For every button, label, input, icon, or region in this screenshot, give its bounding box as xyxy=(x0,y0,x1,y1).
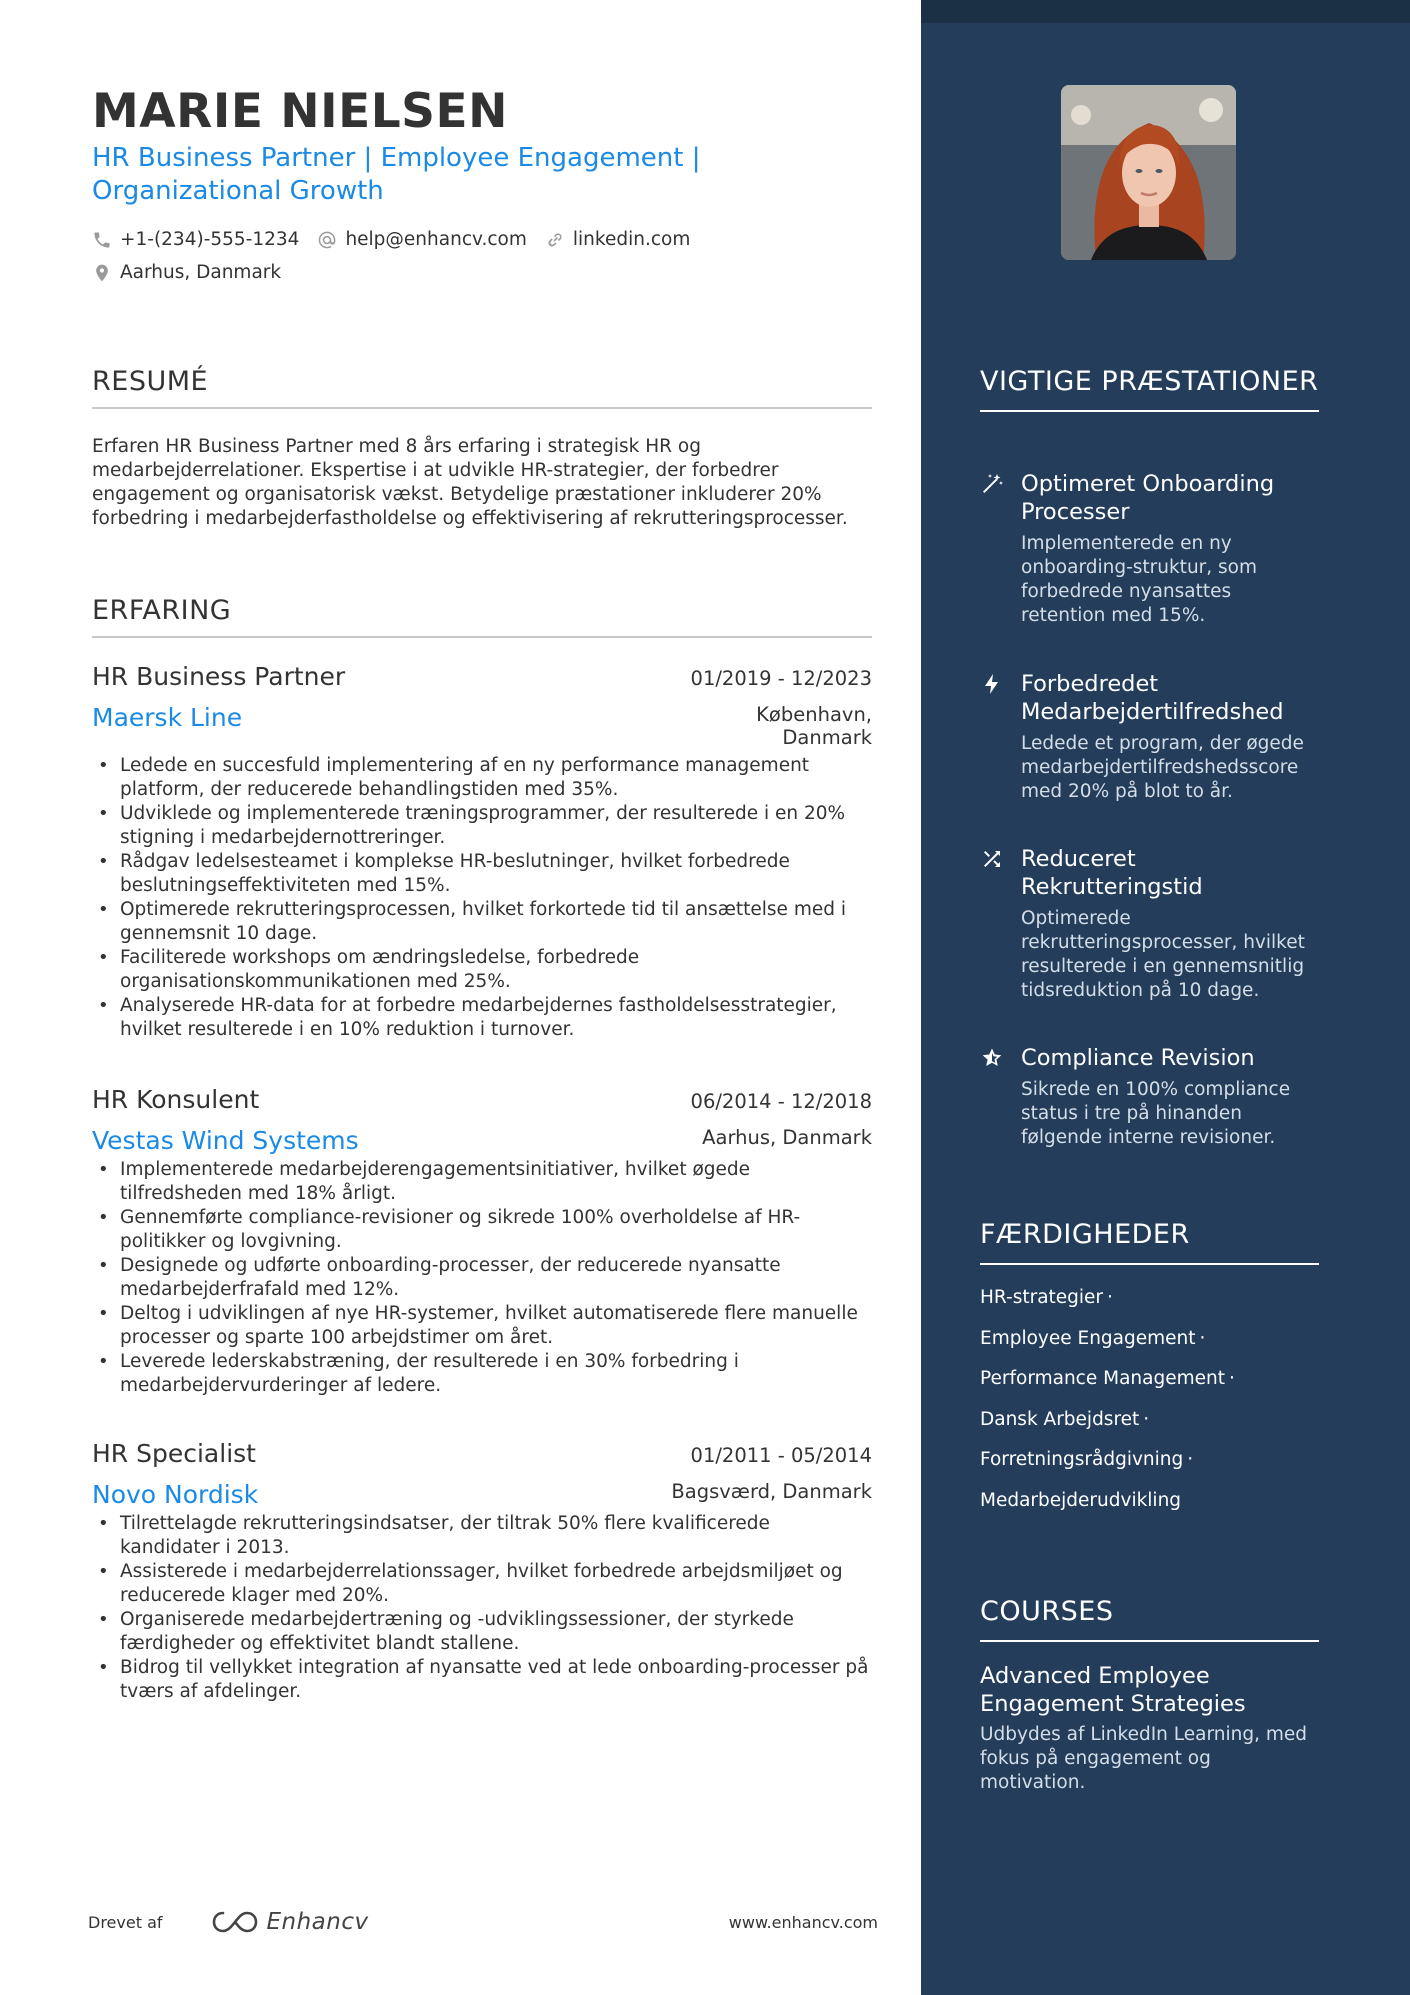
map-pin-icon xyxy=(92,263,112,283)
bullet-item: • Deltog i udviklingen af nye HR-systemer, hvilket automatiserede flere manuelle processer og sparte 100 arbejdstimer om året. xyxy=(92,1302,872,1350)
bullet-item: • Designede og udførte onboarding-processer, der reducerede nyansatte medarbejderfrafald med 12%. xyxy=(92,1254,872,1302)
achievement-title: Forbedredet Medarbejdertilfredshed xyxy=(1021,671,1284,725)
brand-logo[interactable] xyxy=(211,1909,369,1935)
job-location: Aarhus, Danmark xyxy=(702,1126,872,1149)
powered-by-label: Drevet af xyxy=(88,1912,163,1932)
job-dates: 01/2019 - 12/2023 xyxy=(690,667,872,690)
bullet-item: • Assisterede i medarbejderrelationssager, hvilket forbedrede arbejdsmiljøet og reducerede klager med 20%. xyxy=(92,1560,872,1608)
summary-text: Erfaren HR Business Partner med 8 års erfaring i strategisk HR og medarbejderrelationer. Ekspertise i at udvikle HR-strategier, der forbedrer engagement og organisatorisk vækst. Betydelige præstationer inkluderer 20% forbedring i medarbejderfastholdelse og effektivisering af rekrutteringsprocesser. xyxy=(92,436,848,529)
skill-item xyxy=(980,1408,1319,1432)
job-title: HR Business Partner xyxy=(92,662,346,691)
skills-section-title: FÆRDIGHEDER xyxy=(980,1217,1319,1265)
job-bullets xyxy=(92,754,872,1042)
achievement-title: Reduceret Rekrutteringstid xyxy=(1021,846,1203,900)
summary-section-title: RESUMÉ xyxy=(92,366,872,409)
skill-label: Dansk Arbejdsret xyxy=(980,1408,1140,1430)
job-bullets xyxy=(92,1512,872,1704)
job-location: Bagsværd, Danmark xyxy=(671,1480,872,1503)
courses-section-title: COURSES xyxy=(980,1594,1319,1642)
achievement-item xyxy=(980,1044,1319,1150)
bullet-item: • Optimerede rekrutteringsprocessen, hvilket forkortede tid til ansættelse med i gennemsnit 10 dage. xyxy=(92,898,872,946)
skill-item xyxy=(980,1286,1319,1310)
job-dates: 01/2011 - 05/2014 xyxy=(690,1444,872,1467)
phone-text: +1-(234)-555-1234 xyxy=(120,229,300,250)
skill-separator: · xyxy=(1107,1287,1113,1308)
star-icon xyxy=(980,1046,1006,1072)
skill-label: Medarbejderudvikling xyxy=(980,1489,1182,1511)
job-entry xyxy=(92,662,872,1042)
contact-row-2 xyxy=(92,262,299,283)
bullet-item: • Tilrettelagde rekrutteringsindsatser, der tiltrak 50% flere kvalificerede kandidater i 2013. xyxy=(92,1512,872,1560)
skills-list xyxy=(980,1286,1319,1529)
skill-label: HR-strategier xyxy=(980,1287,1104,1308)
achievement-desc: Implementerede en ny onboarding-struktur, som forbedrede nyansattes retention med 15%. xyxy=(1021,533,1258,626)
at-sign-icon xyxy=(317,230,337,250)
skill-separator: · xyxy=(1228,1368,1235,1389)
lightning-bolt-icon xyxy=(980,672,1006,698)
bullet-item: • Organiserede medarbejdertræning og -udviklingssessioner, der styrkede færdigheder og effektivitet blandt stallene. xyxy=(92,1608,872,1656)
job-location: København, Danmark xyxy=(756,703,872,749)
bullet-item: • Bidrog til vellykket integration af nyansatte ved at lede onboarding-processer på tværs af afdelinger. xyxy=(92,1656,872,1704)
job-title: HR Specialist xyxy=(92,1439,256,1468)
achievement-item xyxy=(980,670,1319,804)
company-name: Maersk Line xyxy=(92,703,243,732)
achievement-desc: Optimerede rekrutteringsprocesser, hvilket resulterede i en gennemsnitlig tidsreduktion på 10 dage. xyxy=(1021,908,1305,1001)
skill-separator: · xyxy=(1187,1449,1194,1470)
website-text: linkedin.com xyxy=(572,229,691,250)
location-text: Aarhus, Danmark xyxy=(120,262,282,283)
job-title: HR Konsulent xyxy=(92,1085,260,1114)
portrait-illustration xyxy=(1061,85,1236,260)
achievement-desc: Ledede et program, der øgede medarbejdertilfredshedsscore med 20% på blot to år. xyxy=(1021,733,1304,802)
skill-item xyxy=(980,1327,1319,1351)
skill-separator: · xyxy=(1143,1408,1150,1430)
contact-row-1 xyxy=(92,229,708,250)
bullet-item: • Leverede lederskabstræning, der resulterede i en 30% forbedring i medarbejdervurderinger af ledere. xyxy=(92,1350,872,1398)
bullet-item: • Analyserede HR-data for at forbedre medarbejdernes fastholdelsesstrategier, hvilket resulterede i en 10% reduktion i turnover. xyxy=(92,994,872,1042)
achievement-item xyxy=(980,470,1319,628)
magic-wand-icon xyxy=(980,472,1006,498)
sidebar xyxy=(921,0,1410,1995)
headline: HR Business Partner | Employee Engagement | Organizational Growth xyxy=(92,143,701,206)
skill-separator: · xyxy=(1199,1327,1206,1349)
course-title: Advanced Employee Engagement Strategies xyxy=(980,1663,1246,1717)
phone-icon xyxy=(92,230,112,250)
profile-photo xyxy=(1061,85,1236,260)
course-desc: Udbydes af LinkedIn Learning, med fokus på engagement og motivation. xyxy=(980,1724,1307,1793)
skill-label: Forretningsrådgivning xyxy=(980,1449,1184,1470)
bullet-item: • Gennemførte compliance-revisioner og sikrede 100% overholdelse af HR-politikker og lovgivning. xyxy=(92,1206,872,1254)
skill-label: Employee Engagement xyxy=(980,1327,1196,1349)
course-item xyxy=(980,1662,1319,1795)
job-dates: 06/2014 - 12/2018 xyxy=(690,1090,872,1113)
job-bullets xyxy=(92,1158,872,1398)
footer xyxy=(88,1902,878,1942)
achievement-desc: Sikrede en 100% compliance status i tre på hinanden følgende interne revisioner. xyxy=(1021,1079,1291,1148)
achievement-title: Optimeret Onboarding Processer xyxy=(1021,471,1275,525)
bullet-item: • Udviklede og implementerede træningsprogrammer, der resulterede i en 20% stigning i medarbejdernottreringer. xyxy=(92,802,872,850)
email-text: help@enhancv.com xyxy=(345,229,527,250)
bullet-item: • Rådgav ledelsesteamet i komplekse HR-beslutninger, hvilket forbedrede beslutningseffektiviteten med 15%. xyxy=(92,850,872,898)
website-contact[interactable] xyxy=(545,229,690,250)
achievement-title: Compliance Revision xyxy=(1021,1045,1255,1071)
skill-item xyxy=(980,1367,1319,1391)
sidebar-top-strip xyxy=(921,0,1410,23)
skill-item xyxy=(980,1448,1319,1472)
email-contact[interactable] xyxy=(317,229,526,250)
achievements-section-title: VIGTIGE PRÆSTATIONER xyxy=(980,364,1319,412)
skill-label: Performance Management xyxy=(980,1368,1225,1389)
skill-item xyxy=(980,1489,1319,1513)
location-contact xyxy=(92,262,281,283)
job-entry xyxy=(92,1439,872,1704)
bullet-item: • Faciliterede workshops om ændringsledelse, forbedrede organisationskommunikationen med 25%. xyxy=(92,946,872,994)
phone-contact[interactable] xyxy=(92,229,299,250)
shuffle-icon xyxy=(980,847,1006,873)
company-name: Novo Nordisk xyxy=(92,1480,259,1509)
job-entry xyxy=(92,1085,872,1398)
company-name: Vestas Wind Systems xyxy=(92,1126,359,1155)
brand-name: Enhancv xyxy=(266,1909,369,1935)
link-icon xyxy=(545,230,565,250)
powered-by xyxy=(88,1909,369,1935)
footer-site[interactable]: www.enhancv.com xyxy=(728,1912,878,1932)
candidate-name: MARIE NIELSEN xyxy=(92,84,508,139)
achievement-item xyxy=(980,845,1319,1003)
bullet-item: • Implementerede medarbejderengagementsinitiativer, hvilket øgede tilfredsheden med 18% årligt. xyxy=(92,1158,872,1206)
experience-section-title: ERFARING xyxy=(92,595,872,638)
bullet-item: • Ledede en succesfuld implementering af en ny performance management platform, der reducerede behandlingstiden med 35%. xyxy=(92,754,872,802)
enhancv-logo-icon xyxy=(211,1909,259,1935)
